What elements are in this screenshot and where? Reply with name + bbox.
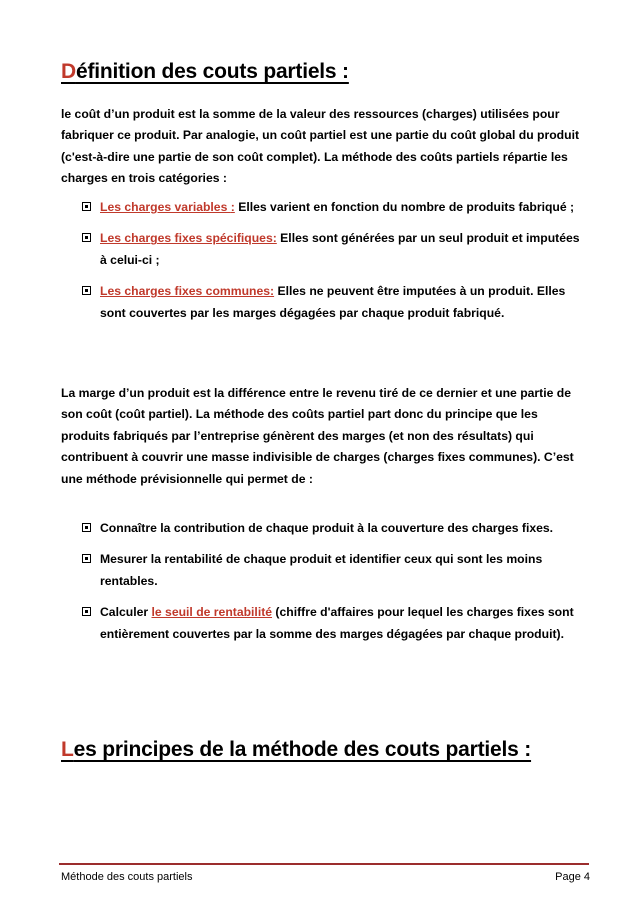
checkbox-bullet-icon [82, 523, 91, 532]
footer-divider [59, 863, 589, 865]
checkbox-bullet-icon [82, 286, 91, 295]
intro-paragraph: le coût d’un produit est la somme de la valeur des ressources (charges) utilisées pour fabriquer ce produit. Par analogie, un coût partiel est une partie du coût global du produit (c'est-à-dire une partie de son coût complet). La méthode des coûts partiels répartie les charges en trois catégories : [61, 107, 580, 186]
list-item [82, 281, 582, 324]
term-description: Elles varient en fonction du nombre de produits fabriqué ; [234, 200, 575, 214]
title-text: éfinition des couts partiels : [75, 60, 349, 83]
list-item [82, 549, 582, 592]
title-initial: D [61, 60, 76, 83]
section-title-principes [61, 738, 531, 762]
term-link[interactable]: Les charges variables [100, 200, 231, 214]
term-separator: : [230, 200, 235, 214]
checkbox-bullet-icon [82, 233, 91, 242]
checkbox-bullet-icon [82, 607, 91, 616]
objective-text-after: (chiffre d'affaires pour lequel les charges fixes sont entièrement couvertes par la somme des marges dégagées par chaque produit). [100, 605, 574, 641]
title-text: es principes de la méthode des couts partiels : [73, 738, 532, 761]
objective-text-before: Calculer [100, 605, 152, 620]
list-item [82, 602, 582, 645]
section-title-definition [61, 60, 349, 84]
checkbox-bullet-icon [82, 554, 91, 563]
term-description: Elles ne peuvent être imputées à un produit. Elles sont couvertes par les marges dégagées par chaque produit fabriqué. [100, 284, 566, 320]
list-item [82, 228, 582, 271]
charge-categories-list [82, 197, 582, 324]
checkbox-bullet-icon [82, 202, 91, 211]
list-item [82, 197, 582, 218]
objectives-list [82, 518, 582, 645]
footer-page-number: Page 4 [555, 871, 590, 883]
title-initial: L [61, 738, 74, 761]
term-link[interactable]: Les charges fixes spécifiques: [100, 231, 277, 246]
term-link[interactable]: Les charges fixes communes: [100, 284, 275, 299]
footer-doc-title: Méthode des couts partiels [61, 871, 193, 883]
seuil-rentabilite-link[interactable]: le seuil de rentabilité [151, 605, 273, 620]
term-description: Elles sont générées par un seul produit et imputées à celui-ci ; [100, 231, 580, 267]
objective-text: Connaître la contribution de chaque produit à la couverture des charges fixes. [100, 521, 554, 535]
marge-paragraph: La marge d’un produit est la différence entre le revenu tiré de ce dernier et une partie de son coût (coût partiel). La méthode des coûts partiel part donc du principe que les produits fabriqués par l’entreprise génèrent des marges (et non des résultats) qui contribuent à couvrir une masse indivisible de charges (charges fixes communes). C’est une méthode prévisionnelle qui permet de : [61, 386, 574, 486]
objective-text: Mesurer la rentabilité de chaque produit et identifier ceux qui sont les moins rentables. [100, 552, 543, 588]
list-item [82, 518, 582, 539]
